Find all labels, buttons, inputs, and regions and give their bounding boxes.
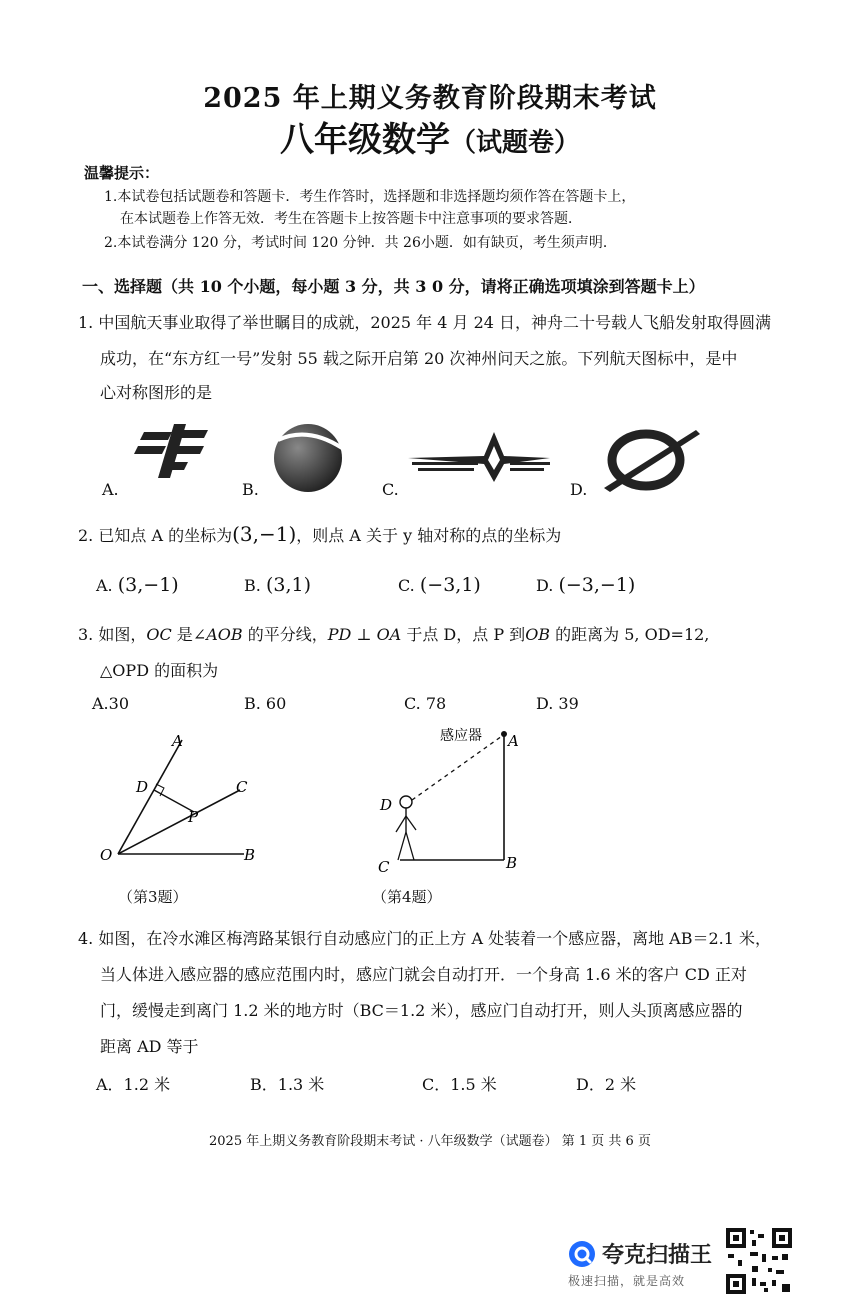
q2-option-a <box>96 574 179 596</box>
icon-b-sphere <box>274 424 342 492</box>
tip-item-2: 2.本试卷满分 120 分，考试时间 120 分钟．共 26小题．如有缺页，考生须声明． <box>104 235 617 251</box>
q3-option-a: A.30 <box>92 694 129 713</box>
q3-option-d: D. 39 <box>536 694 579 713</box>
q2-option-c-letter: C. <box>398 576 415 595</box>
fig3-caption: （第3题） <box>118 888 188 906</box>
q2-option-a-letter: A. <box>96 576 113 595</box>
q2-stem-b: ，则点 A 关于 y 轴对称的点的坐标为 <box>296 526 562 545</box>
q4-option-d: D．2 米 <box>576 1075 637 1094</box>
q1-line3: 心对称图形的是 <box>100 383 213 402</box>
q1-option-b: B. <box>242 480 259 499</box>
exam-title: 2025 年上期义务教育阶段期末考试 <box>203 83 657 114</box>
tip-item-1a: 1.本试卷包括试题卷和答题卡．考生作答时，选择题和非选择题均须作答在答题卡上， <box>104 189 636 205</box>
q3-option-c: C. 78 <box>404 694 447 713</box>
q2-option-c-value: (−3,1) <box>419 574 481 596</box>
q3-part3: 的平分线， <box>242 625 328 644</box>
fig3-label-b: B <box>244 846 256 864</box>
subject-name: 八年级数学 <box>279 120 450 160</box>
q3-ob: OB <box>525 625 551 644</box>
q2-option-b-letter: B. <box>244 576 261 595</box>
q3-part5: 的距离为 5, OD=12, <box>550 625 710 644</box>
q4-line4: 距离 AD 等于 <box>100 1037 199 1056</box>
qr-code-icon <box>724 1226 794 1296</box>
subject-paren: （试题卷） <box>449 128 580 158</box>
q3-line2: △OPD 的面积为 <box>100 661 219 680</box>
q2-option-a-value: (3,−1) <box>117 574 179 596</box>
exam-subject <box>0 112 860 161</box>
figure-4 <box>370 720 540 880</box>
q3-part2: 是 <box>171 625 193 644</box>
fig4-caption: （第4题） <box>372 888 442 906</box>
q2-point: (3,−1) <box>232 522 297 546</box>
scanner-brand-name: 夸克扫描王 <box>602 1243 713 1268</box>
q4-option-c: C．1.5 米 <box>422 1075 497 1094</box>
page-footer: 2025 年上期义务教育阶段期末考试 · 八年级数学（试题卷） 第 1 页 共 6 页 <box>209 1134 651 1149</box>
q3-part1: 3. 如图， <box>78 625 147 644</box>
fig3-label-a: A <box>172 732 183 750</box>
q3-oc: OC <box>146 625 172 644</box>
q4-option-b: B．1.3 米 <box>250 1075 325 1094</box>
q3-angle: ∠AOB <box>192 625 243 644</box>
q2-option-b <box>244 574 311 596</box>
q4-line3: 门，缓慢走到离门 1.2 米的地方时（BC＝1.2 米），感应门自动打开，则人头顶离感应器的 <box>100 1001 743 1020</box>
q3-option-b: B. 60 <box>244 694 287 713</box>
fig4-label-d: D <box>380 796 393 814</box>
q3-stem <box>78 622 709 645</box>
fig4-label-a: A <box>508 732 519 750</box>
q2-option-b-value: (3,1) <box>265 574 311 596</box>
tips-heading: 温馨提示： <box>84 164 160 182</box>
scanner-logo-icon <box>568 1240 596 1268</box>
q3-part4: 于点 D，点 P 到 <box>401 625 526 644</box>
q3-pd: PD ⊥ OA <box>327 625 402 644</box>
q1-line1: 1. 中国航天事业取得了举世瞩目的成就，2025 年 4 月 24 日，神舟二十号载人飞船发射取得圆满 <box>78 313 772 332</box>
scanner-brand <box>568 1238 712 1269</box>
fig3-label-c: C <box>236 778 248 796</box>
icon-d-orbit <box>604 430 700 492</box>
fig4-label-b: B <box>506 854 518 872</box>
q2-stem <box>78 522 561 546</box>
fig3-label-d: D <box>136 778 149 796</box>
icon-a-emblem <box>134 424 208 478</box>
fig4-sensor-label: 感应器 <box>440 728 482 744</box>
icon-c-wings <box>408 432 550 482</box>
tip-item-1b: 在本试题卷上作答无效．考生在答题卡上按答题卡中注意事项的要求答题． <box>120 211 582 227</box>
q4-option-a: A．1.2 米 <box>96 1075 171 1094</box>
section1-heading: 一、选择题（共 10 个小题，每小题 3 分，共 3 0 分，请将正确选项填涂到答题卡上） <box>82 277 705 296</box>
fig4-label-c: C <box>378 858 390 876</box>
q2-option-d-value: (−3,−1) <box>558 574 636 596</box>
q4-line2: 当人体进入感应器的感应范围内时，感应门就会自动打开．一个身高 1.6 米的客户 CD 正对 <box>100 965 747 984</box>
q1-line2: 成功，在“东方红一号”发射 55 载之际开启第 20 次神州问天之旅。下列航天图标中，是中 <box>100 349 738 368</box>
fig3-label-p: P <box>188 808 199 826</box>
q2-option-c <box>398 574 481 596</box>
q1-option-d: D. <box>570 480 588 499</box>
fig3-label-o: O <box>100 846 113 864</box>
q1-option-a: A. <box>102 480 119 499</box>
q2-stem-a: 2. 已知点 A 的坐标为 <box>78 526 233 545</box>
figure-3 <box>90 726 290 876</box>
q4-line1: 4. 如图，在冷水滩区梅湾路某银行自动感应门的正上方 A 处装着一个感应器，离地 AB＝2.1 米， <box>78 929 772 948</box>
scanner-slogan: 极速扫描，就是高效 <box>568 1274 686 1288</box>
q1-option-c: C. <box>382 480 399 499</box>
q2-option-d <box>536 574 635 596</box>
q1-icons <box>96 418 736 502</box>
q2-option-d-letter: D. <box>536 576 554 595</box>
